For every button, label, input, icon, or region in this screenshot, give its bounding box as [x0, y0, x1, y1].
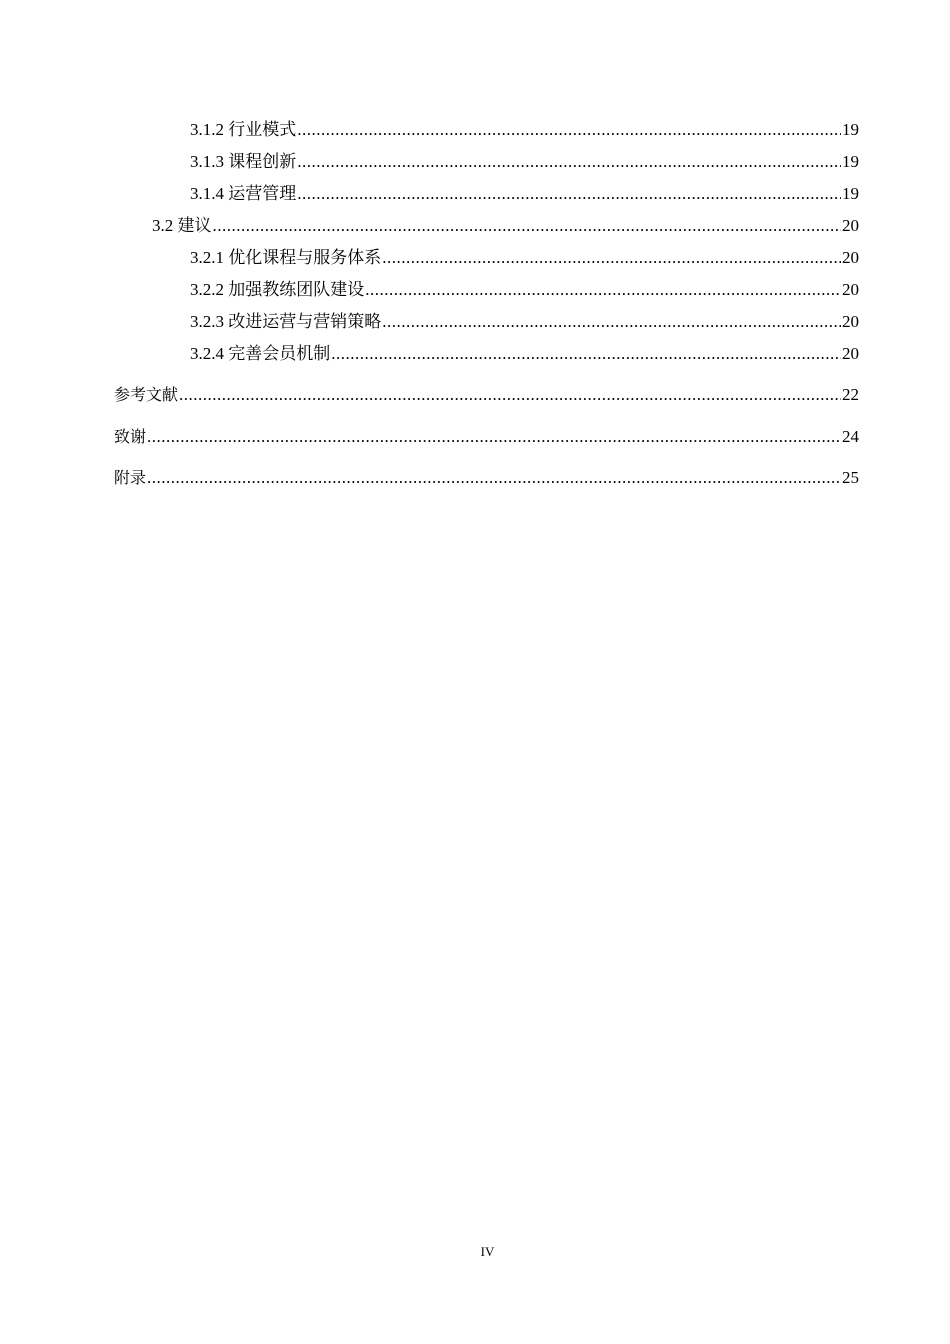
toc-leader-dots — [382, 311, 841, 333]
toc-entry-page: 20 — [842, 280, 859, 299]
toc-entry-title: 参考文献 — [114, 385, 179, 404]
toc-entry-title: 附录 — [114, 468, 147, 487]
toc-entry-3-2-3[interactable] — [190, 311, 859, 333]
toc-entry-title: 3.1.3 课程创新 — [190, 152, 297, 171]
toc-leader-dots — [147, 467, 841, 489]
toc-leader-dots — [297, 183, 841, 205]
toc-entry-title: 3.2.1 优化课程与服务体系 — [190, 248, 382, 267]
toc-entry-page: 20 — [842, 344, 859, 363]
toc-entry-page: 25 — [842, 468, 859, 487]
toc-leader-dots — [297, 119, 841, 141]
toc-leader-dots — [382, 247, 841, 269]
toc-entry-3-2-1[interactable] — [190, 247, 859, 269]
toc-leader-dots — [179, 384, 841, 406]
toc-entry-page: 19 — [842, 184, 859, 203]
toc-leader-dots — [147, 426, 841, 448]
toc-entry-3-2-4[interactable] — [190, 343, 859, 365]
toc-entry-title: 致谢 — [114, 427, 147, 446]
toc-entry-page: 20 — [842, 312, 859, 331]
toc-entry-3-2-2[interactable] — [190, 279, 859, 301]
toc-entry-title: 3.2.3 改进运营与营销策略 — [190, 312, 382, 331]
toc-entry-3-2[interactable] — [152, 215, 859, 237]
toc-entry-page: 20 — [842, 248, 859, 267]
toc-leader-dots — [213, 215, 842, 237]
toc-entry-page: 24 — [842, 427, 859, 446]
toc-leader-dots — [365, 279, 841, 301]
toc-entry-page: 19 — [842, 152, 859, 171]
toc-entry-title: 3.1.4 运营管理 — [190, 184, 297, 203]
page-number: IV — [480, 1244, 495, 1259]
toc-entry-title: 3.2 建议 — [152, 216, 212, 235]
toc-entry-page: 22 — [842, 385, 859, 404]
toc-entry-references[interactable] — [114, 384, 859, 406]
toc-entry-3-1-3[interactable] — [190, 151, 859, 173]
toc-entry-title: 3.1.2 行业模式 — [190, 120, 297, 139]
toc-entry-title: 3.2.4 完善会员机制 — [190, 344, 331, 363]
toc-entry-3-1-4[interactable] — [190, 183, 859, 205]
toc-entry-acknowledgements[interactable] — [114, 426, 859, 448]
toc-entry-title: 3.2.2 加强教练团队建设 — [190, 280, 365, 299]
toc-leader-dots — [297, 151, 841, 173]
toc-entry-page: 20 — [842, 216, 859, 235]
toc-entry-page: 19 — [842, 120, 859, 139]
toc-leader-dots — [331, 343, 841, 365]
toc-entry-appendix[interactable] — [114, 467, 859, 489]
toc-entry-3-1-2[interactable] — [190, 119, 859, 141]
